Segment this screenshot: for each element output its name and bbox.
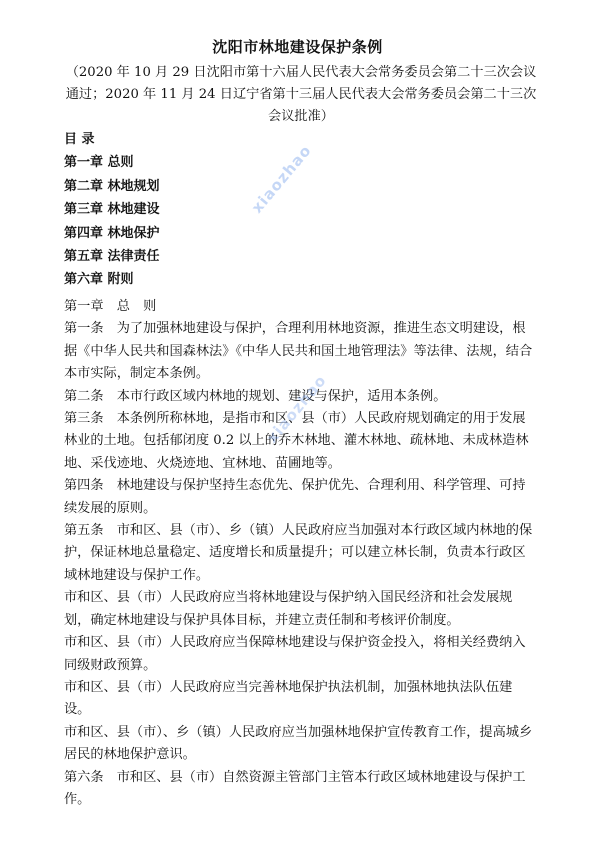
toc-item: 第五章 法律责任	[64, 248, 160, 264]
toc-item: 第一章 总则	[64, 155, 134, 171]
paragraph: 市和区、县（市）人民政府应当保障林地建设与保护资金投入，将相关经费纳入同级财政预算。	[64, 635, 526, 673]
toc-item: 第四章 林地保护	[64, 225, 160, 241]
toc-item: 第六章 附则	[64, 272, 134, 288]
paragraph: 市和区、县（市）人民政府应当完善林地保护执法机制，加强林地执法队伍建设。	[64, 679, 513, 718]
paragraph: 第五条 市和区、县（市）、乡（镇）人民政府应当加强对本行政区域内林地的保护，保证林地总量稳定、适度增长和质量提升；可以建立林长制，负责本行政区域林地建设与保护工作。	[64, 523, 533, 583]
toc-item: 第二章 林地规划	[64, 178, 160, 194]
paragraph: 市和区、县（市）、乡（镇）人民政府应当加强林地保护宣传教育工作，提高城乡居民的林地保护意识。	[64, 724, 533, 763]
paragraph: 第二条 本市行政区域内林地的规划、建设与保护，适用本条例。	[64, 388, 447, 404]
toc-heading: 目 录	[64, 132, 95, 147]
paragraph: 市和区、县（市）人民政府应当将林地建设与保护纳入国民经济和社会发展规划，确定林地建设与保护具体目标，并建立责任制和考核评价制度。	[64, 590, 513, 628]
watermark: xiaozhao	[247, 141, 316, 217]
paragraph: 第三条 本条例所称林地，是指市和区、县（市）人民政府规划确定的用于发展林业的土地。包括郁闭度 0.2 以上的乔木林地、灌木林地、疏林地、未成林造林地、采伐迹地、火烧迹地、宜林地、苗圃地等。	[64, 411, 529, 471]
document-body	[64, 296, 534, 811]
document-subtitle: （2020 年 10 月 29 日沈阳市第十六届人民代表大会常务委员会第二十三次会议通过；2020 年 11 月 24 日辽宁省第十三届人民代表大会常务委员会第二十三次会议批准）	[65, 65, 537, 124]
chapter-heading: 第一章 总 则	[64, 299, 157, 314]
paragraph: 第四条 林地建设与保护坚持生态优先、保护优先、合理利用、科学管理、可持续发展的原则。	[64, 478, 526, 516]
paragraph: 第六条 市和区、县（市）自然资源主管部门主管本行政区域林地建设与保护工作。	[64, 769, 526, 807]
watermark: xiaozhao	[262, 371, 331, 447]
table-of-contents	[64, 128, 364, 292]
toc-item: 第三章 林地建设	[64, 202, 160, 218]
paragraph: 第一条 为了加强林地建设与保护，合理利用林地资源，推进生态文明建设，根据《中华人民共和国森林法》《中华人民共和国土地管理法》等法律、法规，结合本市实际，制定本条例。	[64, 321, 533, 382]
page-title: 沈阳市林地建设保护条例	[212, 38, 383, 56]
